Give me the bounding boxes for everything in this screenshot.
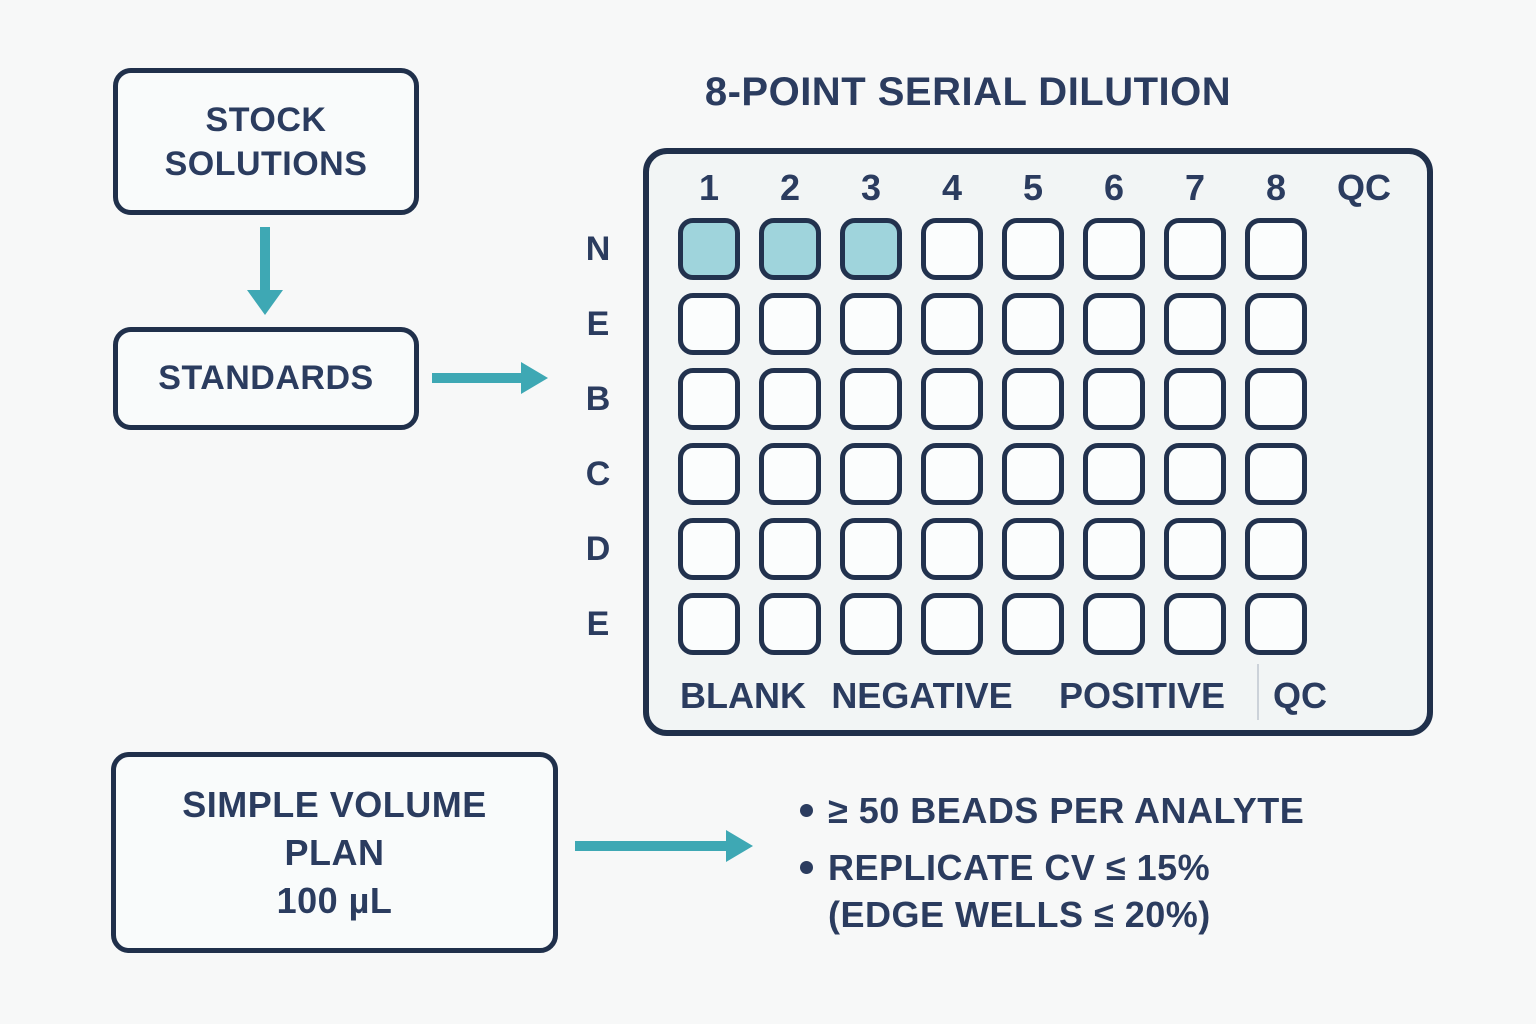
well-r6c6 (1083, 593, 1145, 655)
well-r3c3 (840, 368, 902, 430)
well-r5c6 (1083, 518, 1145, 580)
well-r4c8 (1245, 443, 1307, 505)
well-r2c5 (1002, 293, 1064, 355)
standards-box (113, 327, 419, 430)
well-r4c2 (759, 443, 821, 505)
well-r2c6 (1083, 293, 1145, 355)
well-r1c2 (759, 218, 821, 280)
well-r5c3 (840, 518, 902, 580)
row-label-6: E (586, 605, 610, 643)
bullet-dot-2 (800, 861, 813, 874)
well-r6c1 (678, 593, 740, 655)
volume-plan-line2: PLAN (284, 831, 385, 873)
well-r1c4 (921, 218, 983, 280)
well-r2c4 (921, 293, 983, 355)
volume-plan-line1: SIMPLE VOLUME (182, 783, 487, 825)
row-label-3: B (585, 380, 611, 418)
qc-divider-line (1257, 664, 1259, 720)
well-r2c3 (840, 293, 902, 355)
bullet-dot-1 (800, 804, 813, 817)
well-r4c1 (678, 443, 740, 505)
well-r3c5 (1002, 368, 1064, 430)
well-r3c2 (759, 368, 821, 430)
well-r5c2 (759, 518, 821, 580)
column-header-7: 7 (1184, 167, 1206, 208)
row-label-1: N (585, 230, 611, 268)
row-label-5: D (585, 530, 611, 568)
row-label-4: C (585, 455, 611, 493)
well-r4c6 (1083, 443, 1145, 505)
well-r3c6 (1083, 368, 1145, 430)
well-r6c4 (921, 593, 983, 655)
well-r1c6 (1083, 218, 1145, 280)
well-r5c4 (921, 518, 983, 580)
down-arrow-shaft (260, 227, 270, 291)
well-r5c7 (1164, 518, 1226, 580)
well-r6c3 (840, 593, 902, 655)
well-r5c1 (678, 518, 740, 580)
column-header-8: 8 (1265, 167, 1287, 208)
well-r1c3 (840, 218, 902, 280)
qc-note-edge: (EDGE WELLS ≤ 20%) (828, 894, 1211, 935)
stock-solutions-box (113, 68, 419, 215)
well-r4c3 (840, 443, 902, 505)
column-header-qc: QC (1337, 167, 1391, 208)
well-r1c1 (678, 218, 740, 280)
volume-arrow-shaft (575, 841, 727, 851)
stock-solutions-label-line1: STOCK (205, 100, 327, 139)
column-header-6: 6 (1103, 167, 1125, 208)
well-r1c8 (1245, 218, 1307, 280)
well-r1c5 (1002, 218, 1064, 280)
well-r6c2 (759, 593, 821, 655)
row-label-2: E (586, 305, 610, 343)
volume-plan-line3: 100 µL (276, 879, 393, 921)
column-header-2: 2 (779, 167, 801, 208)
well-r5c5 (1002, 518, 1064, 580)
well-r3c1 (678, 368, 740, 430)
qc-note-cv: REPLICATE CV ≤ 15% (828, 847, 1211, 888)
column-header-5: 5 (1022, 167, 1044, 208)
well-r4c4 (921, 443, 983, 505)
zone-label-negative: NEGATIVE (831, 675, 1013, 716)
well-r3c7 (1164, 368, 1226, 430)
well-r3c8 (1245, 368, 1307, 430)
well-r2c8 (1245, 293, 1307, 355)
zone-label-positive: POSITIVE (1058, 675, 1226, 716)
well-r5c8 (1245, 518, 1307, 580)
volume-plan-box (111, 752, 558, 953)
qc-note-beads: ≥ 50 BEADS PER ANALYTE (828, 790, 1305, 831)
stock-solutions-label-line2: SOLUTIONS (164, 144, 368, 183)
column-header-1: 1 (698, 167, 720, 208)
down-arrow-head-icon (247, 290, 283, 315)
volume-arrow-head-icon (726, 830, 753, 862)
plate-title: 8-POINT SERIAL DILUTION (704, 70, 1232, 114)
well-r6c7 (1164, 593, 1226, 655)
well-r2c7 (1164, 293, 1226, 355)
well-r4c5 (1002, 443, 1064, 505)
well-r4c7 (1164, 443, 1226, 505)
standards-arrow-head-icon (521, 362, 548, 394)
standards-label: STANDARDS (158, 359, 374, 397)
standards-arrow-shaft (432, 373, 522, 383)
column-header-3: 3 (860, 167, 882, 208)
well-r1c7 (1164, 218, 1226, 280)
zone-label-blank: BLANK (680, 675, 806, 716)
well-r2c2 (759, 293, 821, 355)
well-r2c1 (678, 293, 740, 355)
well-r6c8 (1245, 593, 1307, 655)
column-header-4: 4 (941, 167, 963, 208)
zone-label-qc: QC (1273, 675, 1327, 716)
well-r6c5 (1002, 593, 1064, 655)
well-r3c4 (921, 368, 983, 430)
